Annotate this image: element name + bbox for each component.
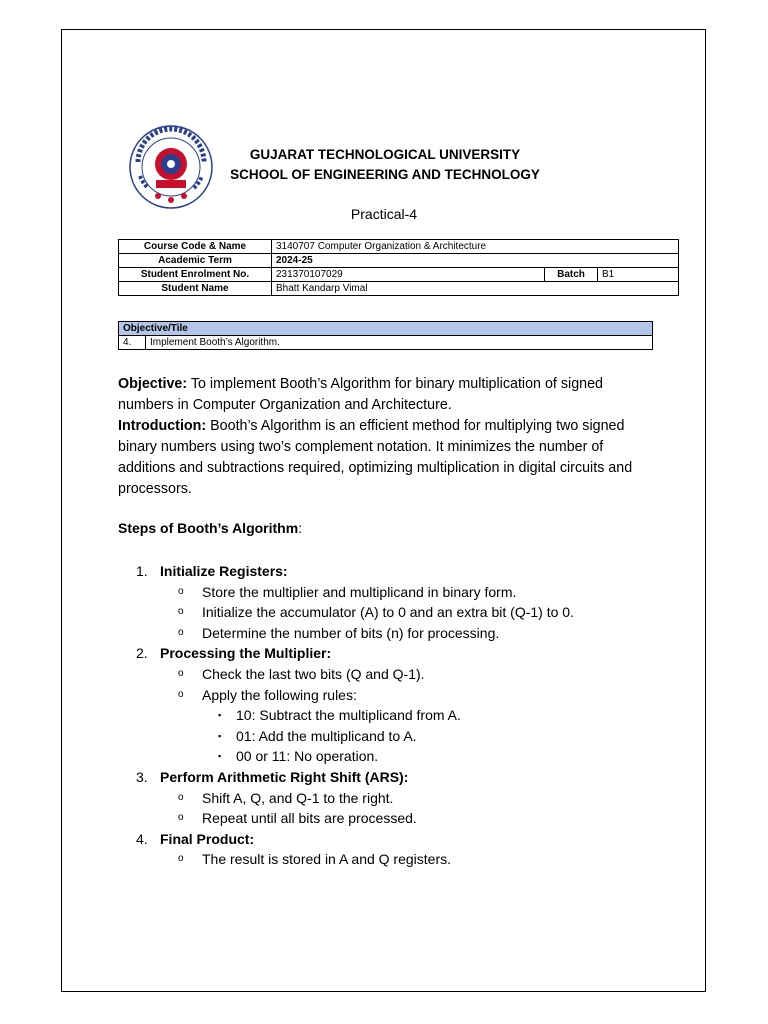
steps-heading-text: Steps of Booth’s Algorithm — [118, 520, 299, 536]
batch-value: B1 — [598, 268, 679, 282]
step-item: Apply the following rules: — [202, 686, 357, 703]
table-row — [119, 254, 679, 268]
step-item: Determine the number of bits (n) for processing. — [202, 624, 500, 641]
steps-list — [136, 561, 656, 870]
step-title: Initialize Registers: — [160, 563, 288, 579]
rule-item: 01: Add the multiplicand to A. — [236, 727, 417, 744]
enrol-value: 231370107029 — [272, 268, 545, 282]
table-row — [119, 240, 679, 254]
university-name: GUJARAT TECHNOLOGICAL UNIVERSITY — [249, 147, 521, 162]
list-item — [218, 746, 656, 767]
circle-bullet-icon: o — [178, 585, 184, 597]
circle-bullet-icon: o — [178, 626, 184, 638]
school-name: SCHOOL OF ENGINEERING AND TECHNOLOGY — [230, 167, 540, 182]
step-item: Initialize the accumulator (A) to 0 and an extra bit (Q-1) to 0. — [202, 604, 574, 621]
body-text — [118, 374, 658, 500]
objective-text: Implement Booth’s Algorithm. — [146, 336, 653, 350]
name-label: Student Name — [119, 282, 272, 296]
term-label: Academic Term — [119, 254, 272, 268]
info-table — [118, 239, 679, 296]
steps-heading — [118, 520, 302, 536]
name-value: Bhatt Kandarp Vimal — [272, 282, 679, 296]
step-item: The result is stored in A and Q registers. — [202, 851, 452, 868]
objective-table — [118, 321, 653, 350]
objective-body: To implement Booth’s Algorithm for binary multiplication of signed numbers in Computer Organization and Architecture. — [118, 376, 604, 413]
circle-bullet-icon: o — [178, 688, 184, 700]
list-item — [178, 623, 656, 644]
table-row — [119, 282, 679, 296]
circle-bullet-icon: o — [178, 606, 184, 618]
list-item — [136, 561, 656, 643]
step-item: Store the multiplier and multiplicand in binary form. — [202, 583, 517, 600]
objective-number: 4. — [119, 336, 146, 350]
circle-bullet-icon: o — [178, 667, 184, 679]
circle-bullet-icon: o — [178, 791, 184, 803]
step-item: Check the last two bits (Q and Q-1). — [202, 665, 425, 682]
list-item — [178, 582, 656, 603]
step-title: Processing the Multiplier: — [160, 645, 332, 662]
square-bullet-icon: ▪ — [218, 730, 222, 741]
list-item — [136, 643, 656, 767]
batch-label: Batch — [545, 268, 598, 282]
step-item: Repeat until all bits are processed. — [202, 810, 417, 827]
step-number: 4. — [136, 830, 148, 847]
list-item — [178, 664, 656, 685]
list-item — [178, 849, 656, 870]
list-item — [178, 685, 656, 767]
enrol-label: Student Enrolment No. — [119, 268, 272, 282]
list-item — [218, 726, 656, 747]
term-value: 2024-25 — [272, 254, 679, 268]
objective-header: Objective/Tile — [119, 322, 653, 336]
list-item — [136, 829, 656, 870]
table-row — [119, 322, 653, 336]
step-number: 1. — [136, 563, 148, 579]
square-bullet-icon: ▪ — [218, 751, 222, 762]
step-number: 3. — [136, 768, 148, 785]
list-item — [218, 705, 656, 726]
university-logo — [128, 124, 214, 210]
rule-item: 00 or 11: No operation. — [236, 748, 379, 765]
table-row — [119, 336, 653, 350]
step-title: Final Product: — [160, 830, 255, 847]
circle-bullet-icon: o — [178, 812, 184, 824]
objective-label: Objective: — [118, 376, 188, 392]
course-label: Course Code & Name — [119, 240, 272, 254]
intro-label: Introduction: — [118, 418, 207, 434]
step-title: Perform Arithmetic Right Shift (ARS): — [160, 768, 409, 785]
list-item — [178, 788, 656, 809]
rule-item: 10: Subtract the multiplicand from A. — [236, 707, 461, 724]
course-value: 3140707 Computer Organization & Architecture — [272, 240, 679, 254]
intro-paragraph — [118, 416, 658, 500]
university-header — [220, 145, 550, 185]
steps-heading-colon: : — [298, 520, 303, 536]
table-row — [119, 268, 679, 282]
square-bullet-icon: ▪ — [218, 710, 222, 721]
list-item — [178, 808, 656, 829]
objective-paragraph — [118, 374, 658, 416]
list-item — [178, 602, 656, 623]
intro-body: Booth’s Algorithm is an efficient method for multiplying two signed binary numbers using two’s complement notation. It minimizes the number of additions and subtractions required, optimizing multiplication in digital circuits and processors. — [118, 418, 633, 497]
circle-bullet-icon: o — [178, 853, 184, 865]
step-item: Shift A, Q, and Q-1 to the right. — [202, 789, 394, 806]
practical-title: Practical-4 — [350, 206, 418, 222]
step-number: 2. — [136, 645, 148, 662]
list-item — [136, 767, 656, 829]
